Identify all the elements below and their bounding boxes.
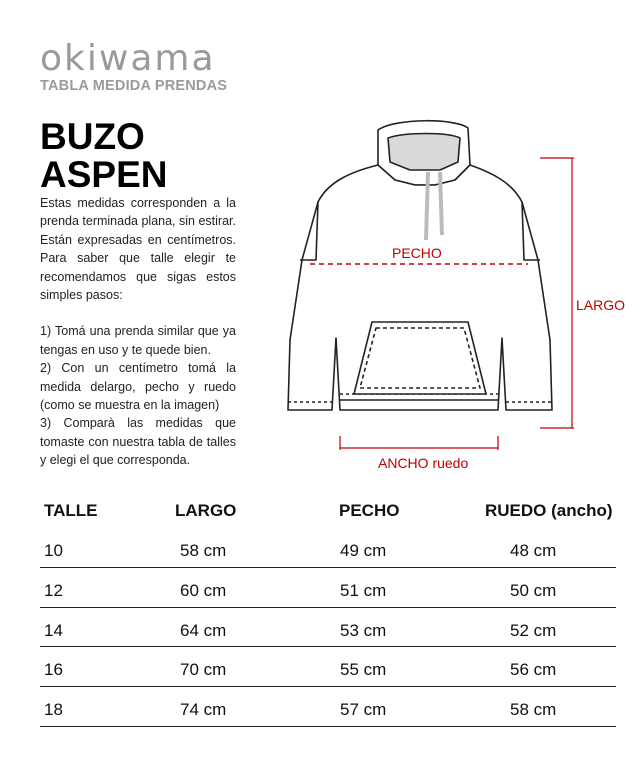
page-subtitle: TABLA MEDIDA PRENDAS bbox=[40, 78, 228, 94]
instructions-step-2: 2) Con un centímetro tomá la medida delargo, pecho y ruedo (como se muestra en la imagen) bbox=[40, 361, 236, 413]
cell-pecho: 51 cm bbox=[340, 580, 387, 600]
table-row bbox=[40, 528, 616, 568]
cell-largo: 70 cm bbox=[180, 660, 227, 680]
instructions-intro: Estas medidas corresponden a la prenda terminada plana, sin estirar. Están expresadas en centímetros. Para saber que talle elegir te recomendamos que sigas estos simples pasos: bbox=[40, 196, 236, 303]
cell-ruedo: 58 cm bbox=[510, 700, 557, 720]
kangaroo-pocket bbox=[354, 322, 486, 394]
cell-talle: 10 bbox=[44, 541, 63, 560]
product-title-line1: BUZO bbox=[40, 116, 145, 157]
header-largo: LARGO bbox=[175, 501, 237, 520]
cell-largo: 74 cm bbox=[180, 700, 227, 720]
cell-pecho: 53 cm bbox=[340, 620, 387, 640]
cell-pecho: 49 cm bbox=[340, 541, 387, 560]
hoodie-diagram bbox=[270, 110, 630, 480]
cell-largo: 60 cm bbox=[180, 580, 227, 600]
size-table-header bbox=[40, 498, 616, 528]
length-label: LARGO bbox=[576, 297, 626, 313]
instructions-step-1: 1) Tomá una prenda similar que ya tengas en uso y te quede bien. bbox=[40, 324, 236, 357]
cell-largo: 58 cm bbox=[180, 541, 227, 560]
cell-talle: 18 bbox=[44, 700, 63, 720]
cell-ruedo: 50 cm bbox=[510, 580, 557, 600]
cell-talle: 12 bbox=[44, 580, 63, 600]
table-row bbox=[40, 687, 616, 727]
product-title bbox=[40, 118, 167, 194]
hem-width-label: ANCHO ruedo bbox=[378, 455, 469, 471]
cell-ruedo: 52 cm bbox=[510, 620, 557, 640]
cell-pecho: 55 cm bbox=[340, 660, 387, 680]
table-row bbox=[40, 647, 616, 687]
header-pecho: PECHO bbox=[339, 501, 400, 520]
hood-inner bbox=[388, 134, 460, 171]
cell-pecho: 57 cm bbox=[340, 700, 387, 720]
cell-talle: 14 bbox=[44, 620, 63, 640]
instructions-step-3: 3) Comparà las medidas que tomaste con nuestra tabla de talles y elegi el que corresponda. bbox=[40, 416, 236, 468]
size-instructions bbox=[40, 194, 236, 470]
table-row bbox=[40, 568, 616, 608]
cell-talle: 16 bbox=[44, 660, 63, 680]
header-talle: TALLE bbox=[44, 501, 98, 520]
brand-logo: okiwama bbox=[40, 38, 216, 79]
cell-ruedo: 48 cm bbox=[510, 541, 557, 560]
cell-ruedo: 56 cm bbox=[510, 660, 557, 680]
header-ruedo: RUEDO (ancho) bbox=[485, 501, 613, 520]
cell-largo: 64 cm bbox=[180, 620, 227, 640]
chest-label: PECHO bbox=[392, 245, 442, 261]
table-row bbox=[40, 608, 616, 648]
product-title-line2: ASPEN bbox=[40, 154, 168, 195]
size-table bbox=[40, 498, 616, 727]
